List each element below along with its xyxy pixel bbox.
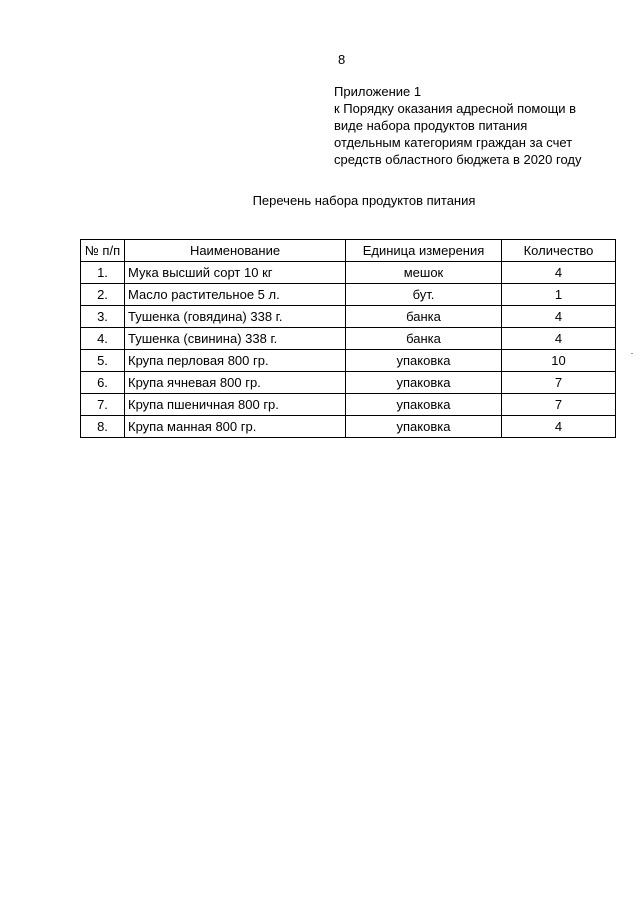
header-unit: Единица измерения (346, 240, 502, 262)
row-unit: упаковка (346, 350, 502, 372)
scan-edge-mark (631, 353, 633, 354)
row-quantity: 7 (502, 372, 616, 394)
row-unit: бут. (346, 284, 502, 306)
appendix-line: Приложение 1 (334, 84, 422, 99)
row-name: Масло растительное 5 л. (125, 284, 346, 306)
row-number: 7. (81, 394, 125, 416)
row-name: Крупа ячневая 800 гр. (125, 372, 346, 394)
row-unit: мешок (346, 262, 502, 284)
header-name: Наименование (125, 240, 346, 262)
table-row (81, 328, 616, 350)
appendix-line: отдельным категориям граждан за счет (334, 135, 573, 150)
appendix-line: средств областного бюджета в 2020 году (334, 152, 582, 167)
table-row (81, 306, 616, 328)
row-number: 5. (81, 350, 125, 372)
table-header-row (81, 240, 616, 262)
table-row (81, 416, 616, 438)
row-unit: банка (346, 306, 502, 328)
row-unit: упаковка (346, 372, 502, 394)
page-number: 8 (338, 52, 346, 67)
row-number: 6. (81, 372, 125, 394)
row-quantity: 10 (502, 350, 616, 372)
products-table (80, 239, 616, 438)
row-number: 4. (81, 328, 125, 350)
header-quantity: Количество (502, 240, 616, 262)
row-quantity: 4 (502, 306, 616, 328)
header-number: № п/п (81, 240, 125, 262)
row-name: Мука высший сорт 10 кг (125, 262, 346, 284)
table-row (81, 262, 616, 284)
row-number: 2. (81, 284, 125, 306)
table-row (81, 394, 616, 416)
row-name: Крупа манная 800 гр. (125, 416, 346, 438)
row-unit: упаковка (346, 416, 502, 438)
row-name: Тушенка (говядина) 338 г. (125, 306, 346, 328)
table-row (81, 350, 616, 372)
row-unit: упаковка (346, 394, 502, 416)
row-number: 8. (81, 416, 125, 438)
row-number: 3. (81, 306, 125, 328)
appendix-header (334, 83, 624, 168)
row-quantity: 1 (502, 284, 616, 306)
table-row (81, 372, 616, 394)
row-quantity: 7 (502, 394, 616, 416)
row-unit: банка (346, 328, 502, 350)
table-row (81, 284, 616, 306)
appendix-line: виде набора продуктов питания (334, 118, 528, 133)
row-name: Крупа пшеничная 800 гр. (125, 394, 346, 416)
row-name: Тушенка (свинина) 338 г. (125, 328, 346, 350)
document-title: Перечень набора продуктов питания (252, 193, 476, 208)
row-quantity: 4 (502, 328, 616, 350)
appendix-line: к Порядку оказания адресной помощи в (334, 101, 577, 116)
row-quantity: 4 (502, 416, 616, 438)
row-number: 1. (81, 262, 125, 284)
row-name: Крупа перловая 800 гр. (125, 350, 346, 372)
row-quantity: 4 (502, 262, 616, 284)
